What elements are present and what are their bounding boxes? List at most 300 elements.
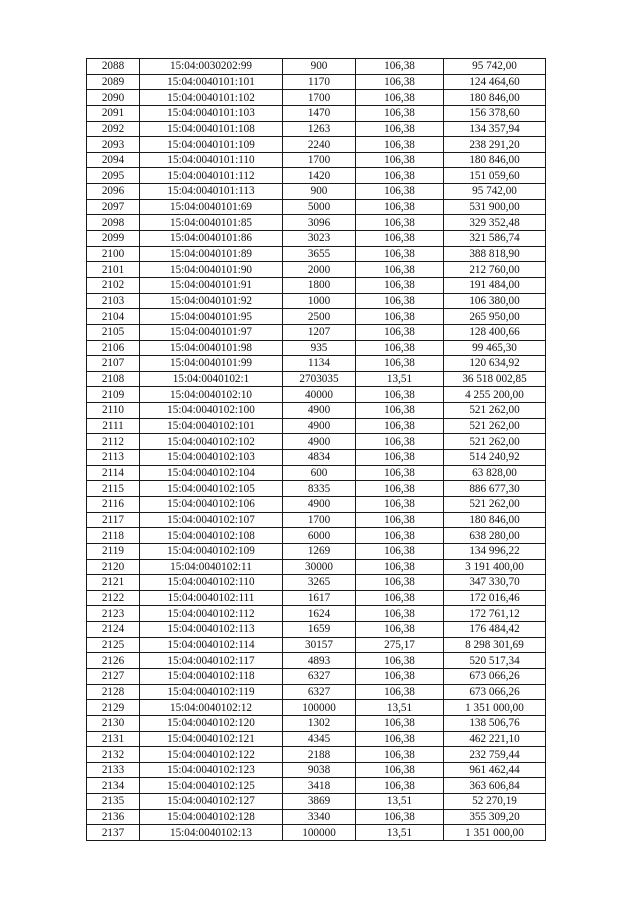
- cadastral-number-cell: 15:04:0040102:104: [140, 465, 283, 481]
- row-number-cell: 2099: [87, 231, 140, 247]
- row-number-cell: 2102: [87, 277, 140, 293]
- cadastral-number-cell: 15:04:0040101:112: [140, 168, 283, 184]
- value-cell: 321 586,74: [444, 231, 546, 247]
- table-row: [87, 700, 546, 716]
- value-cell: 265 950,00: [444, 309, 546, 325]
- row-number-cell: 2098: [87, 215, 140, 231]
- table-row: [87, 90, 546, 106]
- cadastral-value-table: [86, 58, 546, 841]
- row-number-cell: 2110: [87, 403, 140, 419]
- cadastral-number-cell: 15:04:0040101:102: [140, 90, 283, 106]
- area-cell: 100000: [283, 700, 356, 716]
- rate-cell: 13,51: [356, 794, 444, 810]
- cadastral-number-cell: 15:04:0040102:105: [140, 481, 283, 497]
- row-number-cell: 2119: [87, 543, 140, 559]
- table-row: [87, 105, 546, 121]
- value-cell: 156 378,60: [444, 105, 546, 121]
- table-row: [87, 184, 546, 200]
- cadastral-number-cell: 15:04:0030202:99: [140, 59, 283, 75]
- area-cell: 3096: [283, 215, 356, 231]
- table-row: [87, 246, 546, 262]
- cadastral-number-cell: 15:04:0040101:103: [140, 105, 283, 121]
- table-row: [87, 293, 546, 309]
- table-row: [87, 371, 546, 387]
- rate-cell: 106,38: [356, 512, 444, 528]
- area-cell: 1134: [283, 356, 356, 372]
- cadastral-number-cell: 15:04:0040101:91: [140, 277, 283, 293]
- area-cell: 900: [283, 184, 356, 200]
- area-cell: 1000: [283, 293, 356, 309]
- cadastral-number-cell: 15:04:0040102:108: [140, 528, 283, 544]
- area-cell: 4893: [283, 653, 356, 669]
- rate-cell: 106,38: [356, 481, 444, 497]
- table-row: [87, 590, 546, 606]
- cadastral-number-cell: 15:04:0040102:125: [140, 778, 283, 794]
- area-cell: 1624: [283, 606, 356, 622]
- cadastral-number-cell: 15:04:0040102:107: [140, 512, 283, 528]
- area-cell: 6327: [283, 668, 356, 684]
- cadastral-number-cell: 15:04:0040101:86: [140, 231, 283, 247]
- table-row: [87, 309, 546, 325]
- table-row: [87, 215, 546, 231]
- row-number-cell: 2122: [87, 590, 140, 606]
- value-cell: 99 465,30: [444, 340, 546, 356]
- cadastral-number-cell: 15:04:0040102:128: [140, 809, 283, 825]
- rate-cell: 106,38: [356, 246, 444, 262]
- cadastral-number-cell: 15:04:0040101:101: [140, 74, 283, 90]
- value-cell: 172 761,12: [444, 606, 546, 622]
- area-cell: 2188: [283, 747, 356, 763]
- table-row: [87, 356, 546, 372]
- value-cell: 180 846,00: [444, 90, 546, 106]
- rate-cell: 106,38: [356, 403, 444, 419]
- rate-cell: 106,38: [356, 809, 444, 825]
- table-row: [87, 168, 546, 184]
- value-cell: 180 846,00: [444, 512, 546, 528]
- cadastral-number-cell: 15:04:0040101:92: [140, 293, 283, 309]
- value-cell: 520 517,34: [444, 653, 546, 669]
- rate-cell: 106,38: [356, 105, 444, 121]
- table-row: [87, 450, 546, 466]
- document-page: [86, 58, 546, 841]
- cadastral-number-cell: 15:04:0040101:95: [140, 309, 283, 325]
- area-cell: 1800: [283, 277, 356, 293]
- table-row: [87, 809, 546, 825]
- cadastral-number-cell: 15:04:0040102:12: [140, 700, 283, 716]
- row-number-cell: 2137: [87, 825, 140, 841]
- value-cell: 388 818,90: [444, 246, 546, 262]
- row-number-cell: 2107: [87, 356, 140, 372]
- rate-cell: 106,38: [356, 152, 444, 168]
- row-number-cell: 2126: [87, 653, 140, 669]
- row-number-cell: 2097: [87, 199, 140, 215]
- row-number-cell: 2108: [87, 371, 140, 387]
- cadastral-number-cell: 15:04:0040101:108: [140, 121, 283, 137]
- rate-cell: 106,38: [356, 715, 444, 731]
- value-cell: 521 262,00: [444, 434, 546, 450]
- rate-cell: 106,38: [356, 262, 444, 278]
- table-row: [87, 59, 546, 75]
- cadastral-number-cell: 15:04:0040102:112: [140, 606, 283, 622]
- area-cell: 3023: [283, 231, 356, 247]
- value-cell: 120 634,92: [444, 356, 546, 372]
- row-number-cell: 2127: [87, 668, 140, 684]
- value-cell: 347 330,70: [444, 575, 546, 591]
- rate-cell: 106,38: [356, 653, 444, 669]
- row-number-cell: 2105: [87, 324, 140, 340]
- row-number-cell: 2101: [87, 262, 140, 278]
- row-number-cell: 2109: [87, 387, 140, 403]
- table-row: [87, 684, 546, 700]
- rate-cell: 13,51: [356, 700, 444, 716]
- cadastral-number-cell: 15:04:0040102:114: [140, 637, 283, 653]
- cadastral-number-cell: 15:04:0040102:123: [140, 762, 283, 778]
- area-cell: 1420: [283, 168, 356, 184]
- area-cell: 600: [283, 465, 356, 481]
- area-cell: 1269: [283, 543, 356, 559]
- cadastral-number-cell: 15:04:0040102:101: [140, 418, 283, 434]
- value-cell: 514 240,92: [444, 450, 546, 466]
- area-cell: 30157: [283, 637, 356, 653]
- table-row: [87, 637, 546, 653]
- row-number-cell: 2134: [87, 778, 140, 794]
- value-cell: 886 677,30: [444, 481, 546, 497]
- cadastral-number-cell: 15:04:0040102:127: [140, 794, 283, 810]
- cadastral-number-cell: 15:04:0040102:109: [140, 543, 283, 559]
- value-cell: 4 255 200,00: [444, 387, 546, 403]
- area-cell: 2703035: [283, 371, 356, 387]
- value-cell: 961 462,44: [444, 762, 546, 778]
- table-row: [87, 606, 546, 622]
- cadastral-number-cell: 15:04:0040101:113: [140, 184, 283, 200]
- value-cell: 521 262,00: [444, 496, 546, 512]
- table-row: [87, 668, 546, 684]
- value-cell: 1 351 000,00: [444, 700, 546, 716]
- area-cell: 8335: [283, 481, 356, 497]
- cadastral-number-cell: 15:04:0040102:118: [140, 668, 283, 684]
- cadastral-number-cell: 15:04:0040101:99: [140, 356, 283, 372]
- row-number-cell: 2103: [87, 293, 140, 309]
- area-cell: 1700: [283, 512, 356, 528]
- area-cell: 1700: [283, 152, 356, 168]
- area-cell: 5000: [283, 199, 356, 215]
- value-cell: 1 351 000,00: [444, 825, 546, 841]
- table-row: [87, 324, 546, 340]
- area-cell: 1302: [283, 715, 356, 731]
- cadastral-number-cell: 15:04:0040102:102: [140, 434, 283, 450]
- rate-cell: 13,51: [356, 825, 444, 841]
- table-row: [87, 152, 546, 168]
- cadastral-number-cell: 15:04:0040101:69: [140, 199, 283, 215]
- row-number-cell: 2095: [87, 168, 140, 184]
- value-cell: 63 828,00: [444, 465, 546, 481]
- table-row: [87, 277, 546, 293]
- row-number-cell: 2091: [87, 105, 140, 121]
- rate-cell: 106,38: [356, 590, 444, 606]
- rate-cell: 106,38: [356, 309, 444, 325]
- row-number-cell: 2118: [87, 528, 140, 544]
- value-cell: 638 280,00: [444, 528, 546, 544]
- rate-cell: 106,38: [356, 418, 444, 434]
- row-number-cell: 2133: [87, 762, 140, 778]
- value-cell: 212 760,00: [444, 262, 546, 278]
- area-cell: 1207: [283, 324, 356, 340]
- rate-cell: 106,38: [356, 340, 444, 356]
- area-cell: 4900: [283, 418, 356, 434]
- value-cell: 138 506,76: [444, 715, 546, 731]
- rate-cell: 106,38: [356, 622, 444, 638]
- rate-cell: 106,38: [356, 606, 444, 622]
- rate-cell: 106,38: [356, 747, 444, 763]
- table-row: [87, 403, 546, 419]
- row-number-cell: 2104: [87, 309, 140, 325]
- area-cell: 1470: [283, 105, 356, 121]
- cadastral-number-cell: 15:04:0040102:119: [140, 684, 283, 700]
- area-cell: 3869: [283, 794, 356, 810]
- value-cell: 134 357,94: [444, 121, 546, 137]
- value-cell: 329 352,48: [444, 215, 546, 231]
- rate-cell: 106,38: [356, 778, 444, 794]
- area-cell: 4900: [283, 496, 356, 512]
- area-cell: 1617: [283, 590, 356, 606]
- table-row: [87, 653, 546, 669]
- cadastral-number-cell: 15:04:0040101:85: [140, 215, 283, 231]
- row-number-cell: 2115: [87, 481, 140, 497]
- table-row: [87, 434, 546, 450]
- area-cell: 1700: [283, 90, 356, 106]
- table-row: [87, 622, 546, 638]
- table-row: [87, 465, 546, 481]
- value-cell: 176 484,42: [444, 622, 546, 638]
- cadastral-number-cell: 15:04:0040102:117: [140, 653, 283, 669]
- value-cell: 238 291,20: [444, 137, 546, 153]
- table-row: [87, 418, 546, 434]
- rate-cell: 106,38: [356, 528, 444, 544]
- value-cell: 95 742,00: [444, 59, 546, 75]
- rate-cell: 106,38: [356, 434, 444, 450]
- row-number-cell: 2125: [87, 637, 140, 653]
- row-number-cell: 2129: [87, 700, 140, 716]
- value-cell: 95 742,00: [444, 184, 546, 200]
- cadastral-number-cell: 15:04:0040101:90: [140, 262, 283, 278]
- row-number-cell: 2088: [87, 59, 140, 75]
- cadastral-number-cell: 15:04:0040102:121: [140, 731, 283, 747]
- row-number-cell: 2111: [87, 418, 140, 434]
- table-row: [87, 825, 546, 841]
- rate-cell: 106,38: [356, 90, 444, 106]
- table-row: [87, 262, 546, 278]
- row-number-cell: 2123: [87, 606, 140, 622]
- table-row: [87, 528, 546, 544]
- area-cell: 4900: [283, 434, 356, 450]
- value-cell: 172 016,46: [444, 590, 546, 606]
- rate-cell: 106,38: [356, 668, 444, 684]
- table-row: [87, 575, 546, 591]
- area-cell: 1659: [283, 622, 356, 638]
- value-cell: 462 221,10: [444, 731, 546, 747]
- area-cell: 30000: [283, 559, 356, 575]
- rate-cell: 106,38: [356, 277, 444, 293]
- value-cell: 134 996,22: [444, 543, 546, 559]
- cadastral-number-cell: 15:04:0040101:89: [140, 246, 283, 262]
- area-cell: 40000: [283, 387, 356, 403]
- area-cell: 3340: [283, 809, 356, 825]
- cadastral-number-cell: 15:04:0040102:113: [140, 622, 283, 638]
- table-row: [87, 74, 546, 90]
- row-number-cell: 2096: [87, 184, 140, 200]
- row-number-cell: 2120: [87, 559, 140, 575]
- rate-cell: 106,38: [356, 231, 444, 247]
- row-number-cell: 2092: [87, 121, 140, 137]
- table-row: [87, 387, 546, 403]
- rate-cell: 106,38: [356, 59, 444, 75]
- row-number-cell: 2094: [87, 152, 140, 168]
- row-number-cell: 2116: [87, 496, 140, 512]
- rate-cell: 106,38: [356, 731, 444, 747]
- row-number-cell: 2089: [87, 74, 140, 90]
- area-cell: 4900: [283, 403, 356, 419]
- area-cell: 1263: [283, 121, 356, 137]
- rate-cell: 106,38: [356, 762, 444, 778]
- value-cell: 355 309,20: [444, 809, 546, 825]
- table-row: [87, 121, 546, 137]
- cadastral-number-cell: 15:04:0040102:103: [140, 450, 283, 466]
- row-number-cell: 2106: [87, 340, 140, 356]
- row-number-cell: 2131: [87, 731, 140, 747]
- table-row: [87, 340, 546, 356]
- row-number-cell: 2117: [87, 512, 140, 528]
- table-row: [87, 559, 546, 575]
- table-row: [87, 543, 546, 559]
- value-cell: 36 518 002,85: [444, 371, 546, 387]
- rate-cell: 106,38: [356, 450, 444, 466]
- rate-cell: 106,38: [356, 387, 444, 403]
- rate-cell: 106,38: [356, 543, 444, 559]
- value-cell: 124 464,60: [444, 74, 546, 90]
- row-number-cell: 2124: [87, 622, 140, 638]
- rate-cell: 106,38: [356, 137, 444, 153]
- rate-cell: 106,38: [356, 74, 444, 90]
- rate-cell: 106,38: [356, 215, 444, 231]
- row-number-cell: 2132: [87, 747, 140, 763]
- rate-cell: 106,38: [356, 575, 444, 591]
- row-number-cell: 2113: [87, 450, 140, 466]
- rate-cell: 106,38: [356, 293, 444, 309]
- value-cell: 673 066,26: [444, 684, 546, 700]
- table-row: [87, 199, 546, 215]
- row-number-cell: 2112: [87, 434, 140, 450]
- rate-cell: 106,38: [356, 324, 444, 340]
- table-row: [87, 137, 546, 153]
- rate-cell: 106,38: [356, 559, 444, 575]
- table-row: [87, 512, 546, 528]
- area-cell: 935: [283, 340, 356, 356]
- area-cell: 2500: [283, 309, 356, 325]
- rate-cell: 275,17: [356, 637, 444, 653]
- rate-cell: 106,38: [356, 199, 444, 215]
- value-cell: 151 059,60: [444, 168, 546, 184]
- value-cell: 106 380,00: [444, 293, 546, 309]
- area-cell: 6327: [283, 684, 356, 700]
- value-cell: 8 298 301,69: [444, 637, 546, 653]
- cadastral-number-cell: 15:04:0040102:10: [140, 387, 283, 403]
- row-number-cell: 2114: [87, 465, 140, 481]
- area-cell: 100000: [283, 825, 356, 841]
- table-row: [87, 794, 546, 810]
- row-number-cell: 2130: [87, 715, 140, 731]
- value-cell: 673 066,26: [444, 668, 546, 684]
- area-cell: 900: [283, 59, 356, 75]
- cadastral-number-cell: 15:04:0040102:13: [140, 825, 283, 841]
- cadastral-number-cell: 15:04:0040101:109: [140, 137, 283, 153]
- area-cell: 2240: [283, 137, 356, 153]
- cadastral-number-cell: 15:04:0040101:98: [140, 340, 283, 356]
- value-cell: 363 606,84: [444, 778, 546, 794]
- cadastral-number-cell: 15:04:0040102:111: [140, 590, 283, 606]
- value-cell: 128 400,66: [444, 324, 546, 340]
- rate-cell: 106,38: [356, 465, 444, 481]
- rate-cell: 106,38: [356, 356, 444, 372]
- cadastral-number-cell: 15:04:0040102:120: [140, 715, 283, 731]
- value-cell: 191 484,00: [444, 277, 546, 293]
- row-number-cell: 2093: [87, 137, 140, 153]
- table-row: [87, 231, 546, 247]
- area-cell: 9038: [283, 762, 356, 778]
- rate-cell: 106,38: [356, 184, 444, 200]
- cadastral-number-cell: 15:04:0040102:122: [140, 747, 283, 763]
- rate-cell: 106,38: [356, 121, 444, 137]
- rate-cell: 106,38: [356, 168, 444, 184]
- area-cell: 3655: [283, 246, 356, 262]
- row-number-cell: 2128: [87, 684, 140, 700]
- table-body: [87, 59, 546, 841]
- table-row: [87, 747, 546, 763]
- table-row: [87, 715, 546, 731]
- rate-cell: 13,51: [356, 371, 444, 387]
- rate-cell: 106,38: [356, 496, 444, 512]
- cadastral-number-cell: 15:04:0040102:100: [140, 403, 283, 419]
- table-row: [87, 481, 546, 497]
- area-cell: 2000: [283, 262, 356, 278]
- area-cell: 1170: [283, 74, 356, 90]
- value-cell: 521 262,00: [444, 418, 546, 434]
- row-number-cell: 2100: [87, 246, 140, 262]
- area-cell: 6000: [283, 528, 356, 544]
- area-cell: 4834: [283, 450, 356, 466]
- value-cell: 180 846,00: [444, 152, 546, 168]
- row-number-cell: 2135: [87, 794, 140, 810]
- table-row: [87, 762, 546, 778]
- cadastral-number-cell: 15:04:0040101:97: [140, 324, 283, 340]
- row-number-cell: 2090: [87, 90, 140, 106]
- cadastral-number-cell: 15:04:0040102:106: [140, 496, 283, 512]
- rate-cell: 106,38: [356, 684, 444, 700]
- area-cell: 4345: [283, 731, 356, 747]
- row-number-cell: 2121: [87, 575, 140, 591]
- row-number-cell: 2136: [87, 809, 140, 825]
- value-cell: 531 900,00: [444, 199, 546, 215]
- cadastral-number-cell: 15:04:0040102:11: [140, 559, 283, 575]
- value-cell: 52 270,19: [444, 794, 546, 810]
- cadastral-number-cell: 15:04:0040102:110: [140, 575, 283, 591]
- cadastral-number-cell: 15:04:0040101:110: [140, 152, 283, 168]
- area-cell: 3265: [283, 575, 356, 591]
- value-cell: 232 759,44: [444, 747, 546, 763]
- cadastral-number-cell: 15:04:0040102:1: [140, 371, 283, 387]
- table-row: [87, 496, 546, 512]
- table-row: [87, 731, 546, 747]
- table-row: [87, 778, 546, 794]
